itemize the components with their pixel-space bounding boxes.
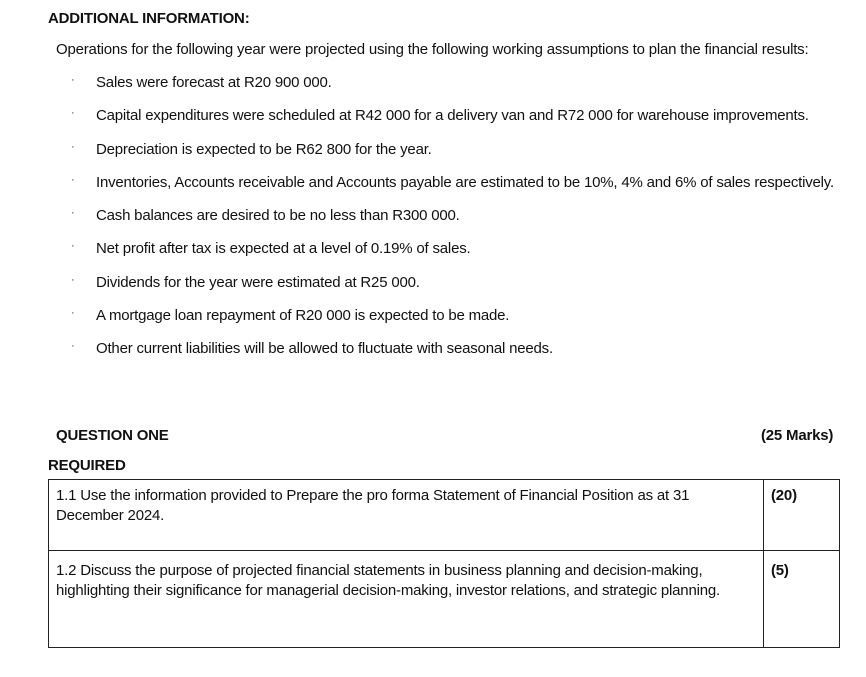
bullet-icon: ·	[71, 207, 75, 219]
bullet-icon: ·	[71, 174, 75, 186]
question-marks: (25 Marks)	[761, 427, 834, 444]
table-row	[49, 551, 840, 648]
question-marks-cell: (20)	[764, 480, 840, 551]
list-item-text: Net profit after tax is expected at a level of 0.19% of sales.	[96, 240, 471, 257]
bullet-icon: ·	[71, 107, 75, 119]
question-text: 1.1 Use the information provided to Prepare the pro forma Statement of Financial Position as at 31 December 2024.	[49, 480, 764, 551]
question-text: 1.2 Discuss the purpose of projected financial statements in business planning and decision-making, highlighting their significance for managerial decision-making, investor relations, and strategic planning.	[49, 551, 764, 648]
bullet-icon: ·	[71, 274, 75, 286]
list-item-text: Inventories, Accounts receivable and Accounts payable are estimated to be 10%, 4% and 6% of sales respectively.	[96, 174, 834, 191]
list-item-text: Other current liabilities will be allowed to fluctuate with seasonal needs.	[96, 340, 553, 357]
list-item-text: A mortgage loan repayment of R20 000 is expected to be made.	[96, 307, 510, 324]
bullet-icon: ·	[71, 74, 75, 86]
additional-information-heading: ADDITIONAL INFORMATION:	[48, 10, 250, 27]
table-row	[49, 480, 840, 551]
required-table	[48, 479, 840, 648]
intro-paragraph: Operations for the following year were projected using the following working assumptions to plan the financial results:	[56, 41, 809, 58]
list-item-text: Depreciation is expected to be R62 800 for the year.	[96, 141, 432, 158]
bullet-icon: ·	[71, 141, 75, 153]
bullet-icon: ·	[71, 307, 75, 319]
list-item-text: Dividends for the year were estimated at R25 000.	[96, 274, 420, 291]
list-item-text: Cash balances are desired to be no less than R300 000.	[96, 207, 460, 224]
required-label: REQUIRED	[48, 457, 126, 474]
list-item-text: Capital expenditures were scheduled at R42 000 for a delivery van and R72 000 for warehouse improvements.	[96, 107, 809, 124]
bullet-icon: ·	[71, 340, 75, 352]
question-title: QUESTION ONE	[56, 427, 169, 444]
list-item-text: Sales were forecast at R20 900 000.	[96, 74, 332, 91]
bullet-icon: ·	[71, 240, 75, 252]
question-marks-cell: (5)	[764, 551, 840, 648]
